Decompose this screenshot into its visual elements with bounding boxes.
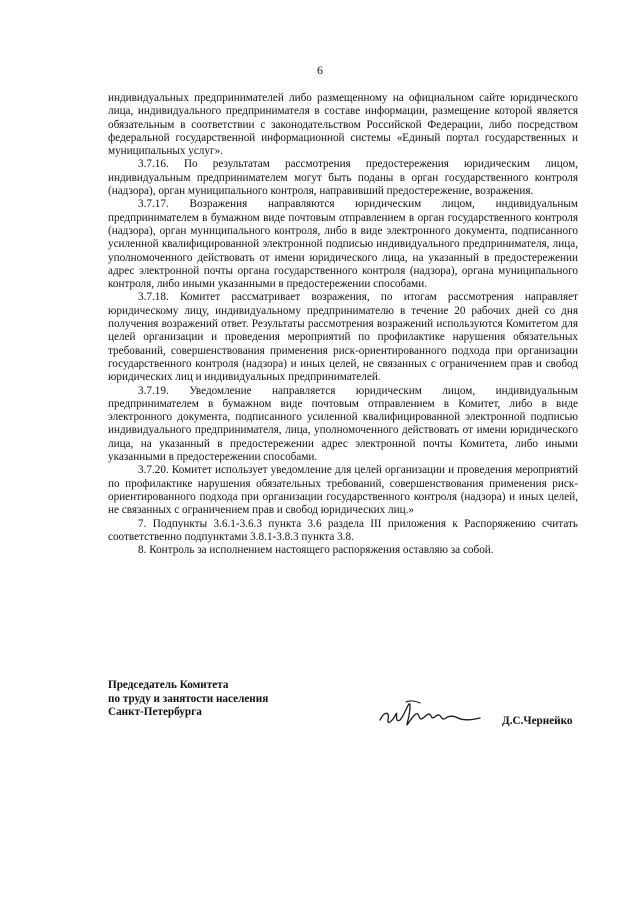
page-number: 6 <box>317 63 323 77</box>
signatory-position-line: Председатель Комитета <box>108 679 229 691</box>
signatory-position <box>108 679 308 720</box>
paragraph-3-7-16: 3.7.16. По результатам рассмотрения предостережения юридическим лицом, индивидуальным предпринимателем могут быть поданы в орган государственного контроля (надзора), орган муниципального контроля, направивший предостережение, возражения. <box>108 158 578 198</box>
document-body <box>108 92 578 557</box>
paragraph-3-7-20: 3.7.20. Комитет использует уведомление для целей организации и проведения мероприятий по профилактике нарушения обязательных требований, совершенствования применения риск-ориентированного подхода при организации государственного контроля (надзора) и иных целей, не связанных с ограничением прав и свобод юридических лиц.» <box>108 464 578 517</box>
handwritten-signature <box>376 694 484 734</box>
paragraph-item-8: 8. Контроль за исполнением настоящего распоряжения оставляю за собой. <box>138 544 494 557</box>
signatory-position-line: по труду и занятости населения <box>108 692 269 705</box>
signatory-position-line: Санкт-Петербурга <box>108 706 202 718</box>
paragraph-3-7-18: 3.7.18. Комитет рассматривает возражения, по итогам рассмотрения направляет юридическому лицу, индивидуальному предпринимателю в течение 20 рабочих дней со дня получения возражений ответ. Результаты рассмотрения возражений используются Комитетом для целей организации и проведения мероприятий по профилактике нарушения обязательных требований, совершенствования применения риск-ориентированного подхода при организации государственного контроля (надзора) и иных целей, не связанных с ограничением прав и свобод юридических лиц и индивидуальных предпринимателей. <box>108 291 578 384</box>
paragraph-3-7-17: 3.7.17. Возражения направляются юридическим лицом, индивидуальным предпринимателем в бумажном виде почтовым отправлением в орган государственного контроля (надзора), орган муниципального контроля, либо в виде электронного документа, подписанного усиленной квалифицированной электронной подписью индивидуального предпринимателя, лица, уполномоченного действовать от имени юридического лица, на указанный в предостережении адрес электронной почты органа государственного контроля (надзора), органа муниципального контроля, либо иными указанными в предостережении способами. <box>108 198 578 291</box>
signatory-name: Д.С.Чернейко <box>502 715 573 727</box>
paragraph-3-7-19: 3.7.19. Уведомление направляется юридическим лицом, индивидуальным предпринимателем в бумажном виде почтовым отправлением в Комитет, либо в виде электронного документа, подписанного усиленной квалифицированной электронной подписью индивидуального предпринимателя, лица, уполномоченного действовать от имени юридического лица, на указанный в предостережении адрес электронной почты Комитета, либо иными указанными в предостережении способами. <box>108 384 578 464</box>
paragraph-continuation: индивидуальных предпринимателей либо размещенному на официальном сайте юридического лица, индивидуального предпринимателя в составе информации, размещение которой является обязательным в соответствии с законодательством Российской Федерации, либо посредством федеральной государственной информационной системы «Единый портал государственных и муниципальных услуг». <box>108 92 578 158</box>
paragraph-item-7: 7. Подпункты 3.6.1-3.6.3 пункта 3.6 раздела III приложения к Распоряжению считать соответственно подпунктами 3.8.1-3.8.3 пункта 3.8. <box>108 517 578 543</box>
